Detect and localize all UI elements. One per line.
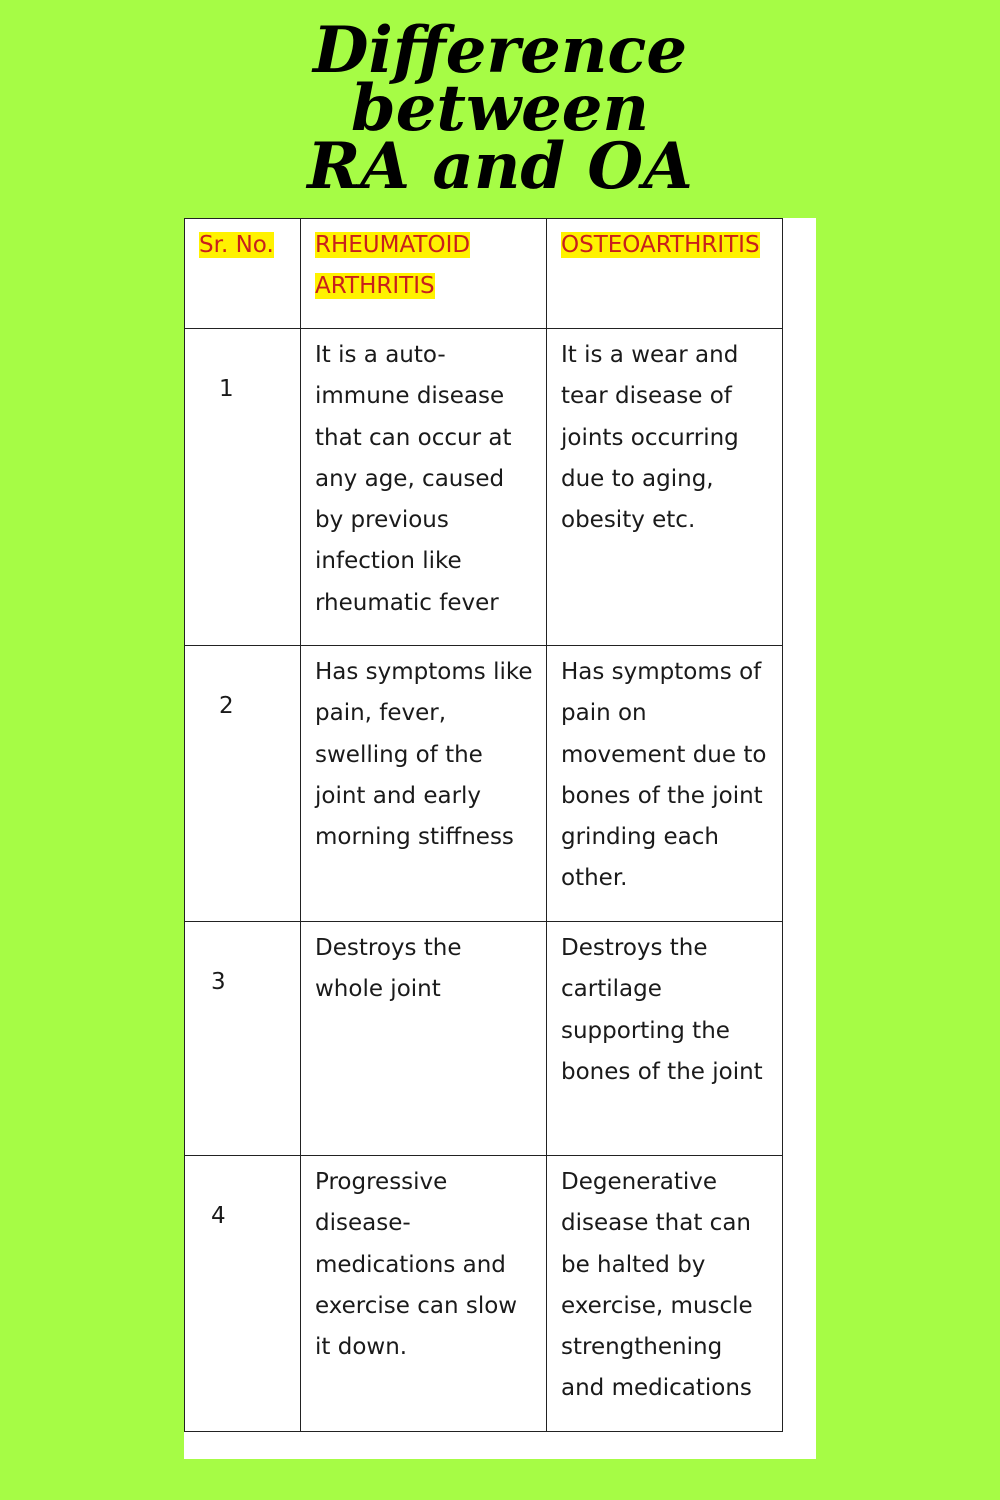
page-title: [0, 13, 1000, 204]
oa-cell: Degenerative disease that can be halted by exercise, muscle strengthening and medications: [547, 1156, 783, 1432]
header-sr-no: Sr. No.: [199, 232, 274, 258]
oa-cell: Destroys the cartilage supporting the bones of the joint: [547, 922, 783, 1156]
header-osteoarthritis: OSTEOARTHRITIS: [561, 232, 760, 258]
table-row: [185, 329, 783, 646]
sr-cell: [185, 922, 301, 1156]
ra-cell: Progressive disease- medications and exercise can slow it down.: [301, 1156, 547, 1432]
oa-cell: It is a wear and tear disease of joints occurring due to aging, obesity etc.: [547, 329, 783, 646]
sr-cell: [185, 646, 301, 922]
row-number: 3: [211, 969, 226, 995]
ra-cell: Destroys the whole joint: [301, 922, 547, 1156]
table-row: [185, 646, 783, 922]
ra-cell: Has symptoms like pain, fever, swelling of the joint and early morning stiffness: [301, 646, 547, 922]
sr-cell: [185, 1156, 301, 1432]
ra-cell: It is a auto-immune disease that can occur at any age, caused by previous infection like rheumatic fever: [301, 329, 547, 646]
header-cell-rheumatoid: [301, 219, 547, 329]
header-rheumatoid-arthritis: RHEUMATOID ARTHRITIS: [315, 232, 471, 300]
table-row: [185, 922, 783, 1156]
row-number: 1: [219, 376, 234, 402]
table-header-row: [185, 219, 783, 329]
title-line-1: Difference: [312, 13, 688, 88]
table-row: [185, 1156, 783, 1432]
header-cell-osteoarthritis: [547, 219, 783, 329]
title-line-3: RA and OA: [307, 129, 693, 204]
title-line-2: between: [350, 71, 650, 146]
row-number: 2: [219, 693, 234, 719]
comparison-table: [184, 218, 783, 1432]
sr-cell: [185, 329, 301, 646]
row-number: 4: [211, 1203, 226, 1229]
oa-cell: Has symptoms of pain on movement due to bones of the joint grinding each other.: [547, 646, 783, 922]
header-cell-sr-no: [185, 219, 301, 329]
